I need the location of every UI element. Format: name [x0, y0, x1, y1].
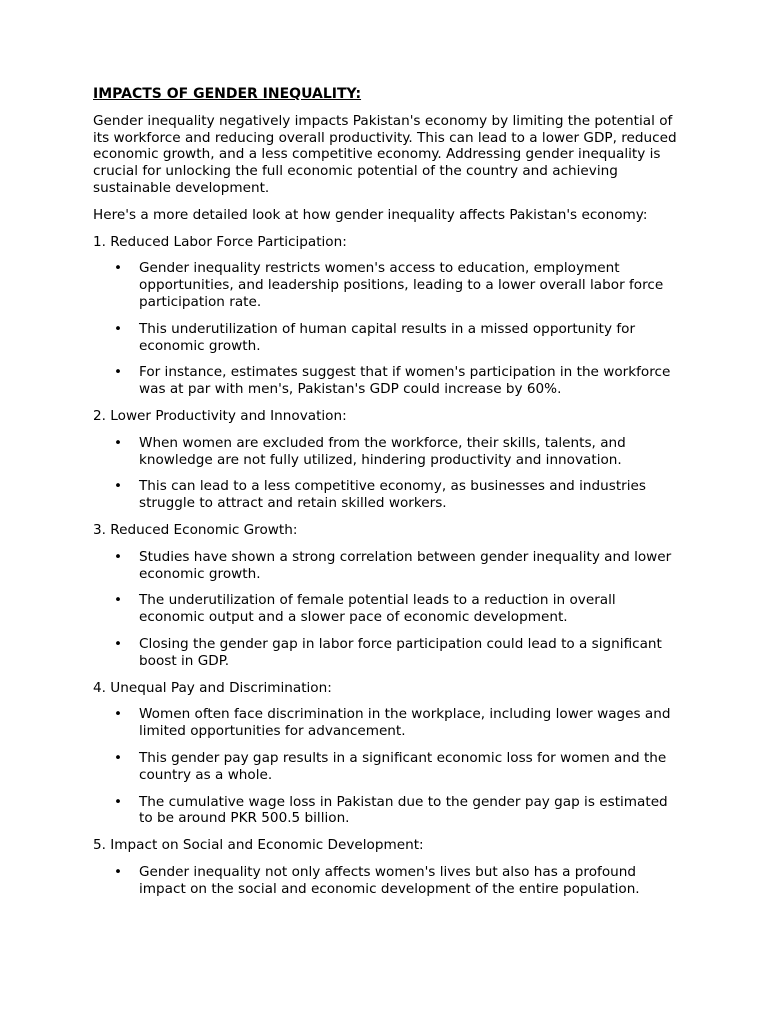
list-item-text: When women are excluded from the workforce, their skills, talents, and knowledge are not fully utilized, hindering productivity and innovation. — [139, 434, 626, 468]
lead-in-paragraph: Here's a more detailed look at how gender inequality affects Pakistan's economy: — [93, 206, 648, 223]
section-heading: 2. Lower Productivity and Innovation: — [93, 407, 347, 424]
list-item-text: This underutilization of human capital results in a missed opportunity for economic growth. — [139, 320, 636, 354]
list-item-text: This gender pay gap results in a significant economic loss for women and the country as a whole. — [139, 749, 667, 783]
bullet-dot-icon: • — [114, 592, 123, 609]
list-item — [93, 636, 683, 670]
bullet-dot-icon: • — [114, 434, 123, 451]
bullet-dot-icon: • — [114, 320, 123, 337]
sections-container — [93, 234, 683, 898]
list-item — [93, 706, 683, 740]
list-item — [93, 435, 683, 469]
bullet-dot-icon: • — [114, 478, 123, 495]
bullet-dot-icon: • — [114, 364, 123, 381]
list-item — [93, 592, 683, 626]
section-heading: 3. Reduced Economic Growth: — [93, 521, 298, 538]
bullet-dot-icon: • — [114, 260, 123, 277]
list-item — [93, 549, 683, 583]
document-page — [93, 86, 683, 907]
list-item-text: Women often face discrimination in the workplace, including lower wages and limited opportunities for advancement. — [139, 706, 671, 740]
list-item-text: Gender inequality not only affects women's lives but also has a profound impact on the social and economic development of the entire population. — [139, 863, 640, 897]
list-item — [93, 260, 683, 310]
document-title: IMPACTS OF GENDER INEQUALITY: — [93, 86, 362, 102]
bullet-dot-icon: • — [114, 548, 123, 565]
list-item — [93, 321, 683, 355]
section-heading: 5. Impact on Social and Economic Development: — [93, 837, 424, 854]
bullet-list — [93, 549, 683, 670]
section-heading: 1. Reduced Labor Force Participation: — [93, 233, 347, 250]
section-heading: 4. Unequal Pay and Discrimination: — [93, 679, 332, 696]
list-item-text: Studies have shown a strong correlation between gender inequality and lower economic growth. — [139, 548, 672, 582]
list-item-text: The underutilization of female potential leads to a reduction in overall economic output and a slower pace of economic development. — [139, 592, 616, 626]
list-item — [93, 478, 683, 512]
bullet-list — [93, 435, 683, 512]
list-item — [93, 364, 683, 398]
list-item-text: The cumulative wage loss in Pakistan due to the gender pay gap is estimated to be around PKR 500.5 billion. — [139, 793, 668, 827]
intro-paragraph: Gender inequality negatively impacts Pakistan's economy by limiting the potential of its workforce and reducing overall productivity. This can lead to a lower GDP, reduced economic growth, and a less competitive economy. Addressing gender inequality is crucial for unlocking the full economic potential of the country and achieving sustainable development. — [93, 112, 677, 196]
bullet-list — [93, 260, 683, 398]
list-item-text: Gender inequality restricts women's access to education, employment opportunities, and leadership positions, leading to a lower overall labor force participation rate. — [139, 260, 664, 310]
bullet-dot-icon: • — [114, 863, 123, 880]
list-item — [93, 794, 683, 828]
list-item-text: Closing the gender gap in labor force participation could lead to a significant boost in GDP. — [139, 635, 662, 669]
bullet-dot-icon: • — [114, 793, 123, 810]
list-item-text: This can lead to a less competitive economy, as businesses and industries struggle to attract and retain skilled workers. — [139, 478, 646, 512]
list-item — [93, 750, 683, 784]
bullet-list — [93, 864, 683, 898]
bullet-dot-icon: • — [114, 635, 123, 652]
bullet-dot-icon: • — [114, 749, 123, 766]
list-item-text: For instance, estimates suggest that if women's participation in the workforce was at par with men's, Pakistan's GDP could increase by 60%. — [139, 364, 671, 398]
bullet-dot-icon: • — [114, 706, 123, 723]
bullet-list — [93, 706, 683, 827]
list-item — [93, 864, 683, 898]
